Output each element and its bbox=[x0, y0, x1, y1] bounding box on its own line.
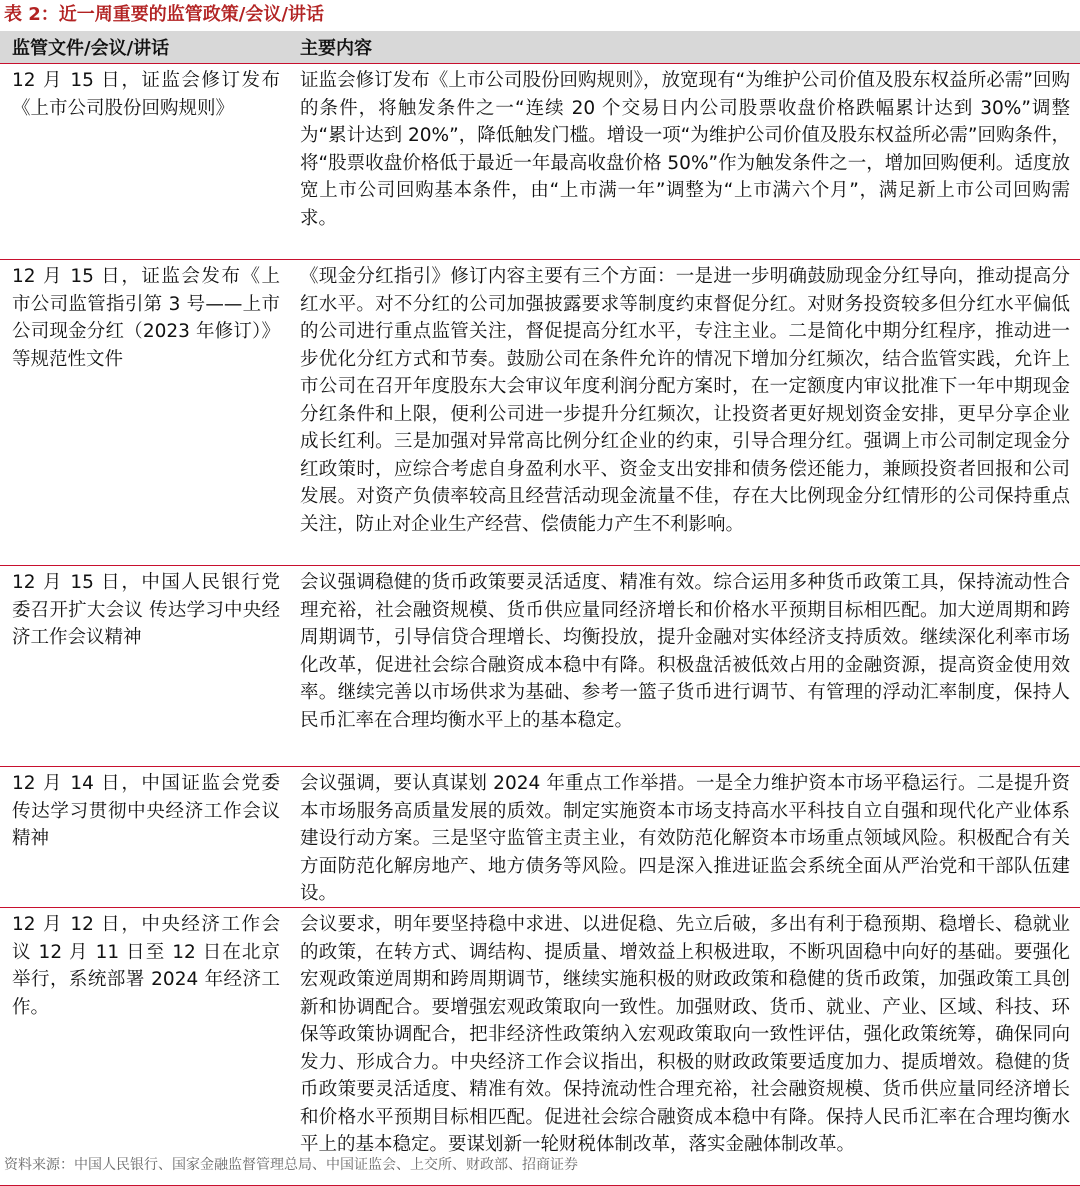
source-note: 资料来源：中国人民银行、国家金融监督管理总局、中国证监会、上交所、财政部、招商证券 bbox=[4, 1157, 578, 1173]
row-content: 会议强调稳健的货币政策要灵活适度、精准有效。综合运用多种货币政策工具，保持流动性合理充裕，社会融资规模、货币供应量同经济增长和价格水平预期目标相匹配。加大逆周期和跨周期调节，引导信贷合理增长、均衡投放，提升金融对实体经济支持质效。继续深化利率市场化改革，促进社会综合融资成本稳中有降。积极盘活被低效占用的金融资源，提高资金使用效率。继续完善以市场供求为基础、参考一篮子货币进行调节、有管理的浮动汇率制度，保持人民币汇率在合理均衡水平上的基本稳定。 bbox=[300, 572, 1070, 731]
row-event: 12 月 12 日，中央经济工作会议 12 月 11 日至 12 日在北京举行，系统部署 2024 年经济工作。 bbox=[12, 914, 280, 1018]
table-row bbox=[0, 565, 1080, 766]
row-content: 《现金分红指引》修订内容主要有三个方面：一是进一步明确鼓励现金分红导向，推动提高分红水平。对不分红的公司加强披露要求等制度约束督促分红。对财务投资较多但分红水平偏低的公司进行重点监管关注，督促提高分红水平，专注主业。二是简化中期分红程序，推动进一步优化分红方式和节奏。鼓励公司在条件允许的情况下增加分红频次，结合监管实践，允许上市公司在召开年度股东大会审议年度利润分配方案时，在一定额度内审议批准下一年中期现金分红条件和上限，便利公司进一步提升分红频次，让投资者更好规划资金安排，更早分享企业成长红利。三是加强对异常高比例分红企业的约束，引导合理分红。强调上市公司制定现金分红政策时，应综合考虑自身盈利水平、资金支出安排和债务偿还能力，兼顾投资者回报和公司发展。对资产负债率较高且经营活动现金流量不佳，存在大比例现金分红情形的公司保持重点关注，防止对企业生产经营、偿债能力产生不利影响。 bbox=[300, 266, 1070, 535]
table-row bbox=[0, 907, 1080, 1186]
table-header bbox=[0, 31, 1080, 63]
header-event: 监管文件/会议/讲话 bbox=[12, 38, 170, 59]
table-row bbox=[0, 63, 1080, 259]
table-title: 表 2：近一周重要的监管政策/会议/讲话 bbox=[4, 4, 324, 25]
row-event: 12 月 15 日，证监会发布《上市公司监管指引第 3 号——上市公司现金分红（2023 年修订）》等规范性文件 bbox=[12, 266, 280, 370]
row-event: 12 月 14 日，中国证监会党委传达学习贯彻中央经济工作会议精神 bbox=[12, 773, 280, 849]
row-content: 会议要求，明年要坚持稳中求进、以进促稳、先立后破，多出有利于稳预期、稳增长、稳就业的政策，在转方式、调结构、提质量、增效益上积极进取，不断巩固稳中向好的基础。要强化宏观政策逆周期和跨周期调节，继续实施积极的财政政策和稳健的货币政策，加强政策工具创新和协调配合。要增强宏观政策取向一致性。加强财政、货币、就业、产业、区域、科技、环保等政策协调配合，把非经济性政策纳入宏观政策取向一致性评估，强化政策统筹，确保同向发力、形成合力。中央经济工作会议指出，积极的财政政策要适度加力、提质增效。稳健的货币政策要灵活适度、精准有效。保持流动性合理充裕，社会融资规模、货币供应量同经济增长和价格水平预期目标相匹配。促进社会综合融资成本稳中有降。保持人民币汇率在合理均衡水平上的基本稳定。要谋划新一轮财税体制改革，落实金融体制改革。 bbox=[300, 914, 1070, 1155]
table-row bbox=[0, 766, 1080, 907]
row-content: 会议强调，要认真谋划 2024 年重点工作举措。一是全力维护资本市场平稳运行。二是提升资本市场服务高质量发展的质效。制定实施资本市场支持高水平科技自立自强和现代化产业体系建设行动方案。三是坚守监管主责主业，有效防范化解资本市场重点领域风险。积极配合有关方面防范化解房地产、地方债务等风险。四是深入推进证监会系统全面从严治党和干部队伍建设。 bbox=[300, 773, 1070, 904]
row-event: 12 月 15 日，中国人民银行党委召开扩大会议 传达学习中央经济工作会议精神 bbox=[12, 572, 280, 648]
row-event: 12 月 15 日，证监会修订发布《上市公司股份回购规则》 bbox=[12, 70, 280, 119]
header-content: 主要内容 bbox=[300, 38, 372, 59]
policy-table bbox=[0, 31, 1080, 1186]
table-row bbox=[0, 259, 1080, 565]
row-content: 证监会修订发布《上市公司股份回购规则》，放宽现有“为维护公司价值及股东权益所必需”回购的条件，将触发条件之一“连续 20 个交易日内公司股票收盘价格跌幅累计达到 30%”调整为“累计达到 20%”，降低触发门槛。增设一项“为维护公司价值及股东权益所必需”回购条件，将“股票收盘价格低于最近一年最高收盘价格 50%”作为触发条件之一，增加回购便利。适度放宽上市公司回购基本条件，由“上市满一年”调整为“上市满六个月”，满足新上市公司回购需求。 bbox=[300, 70, 1070, 229]
